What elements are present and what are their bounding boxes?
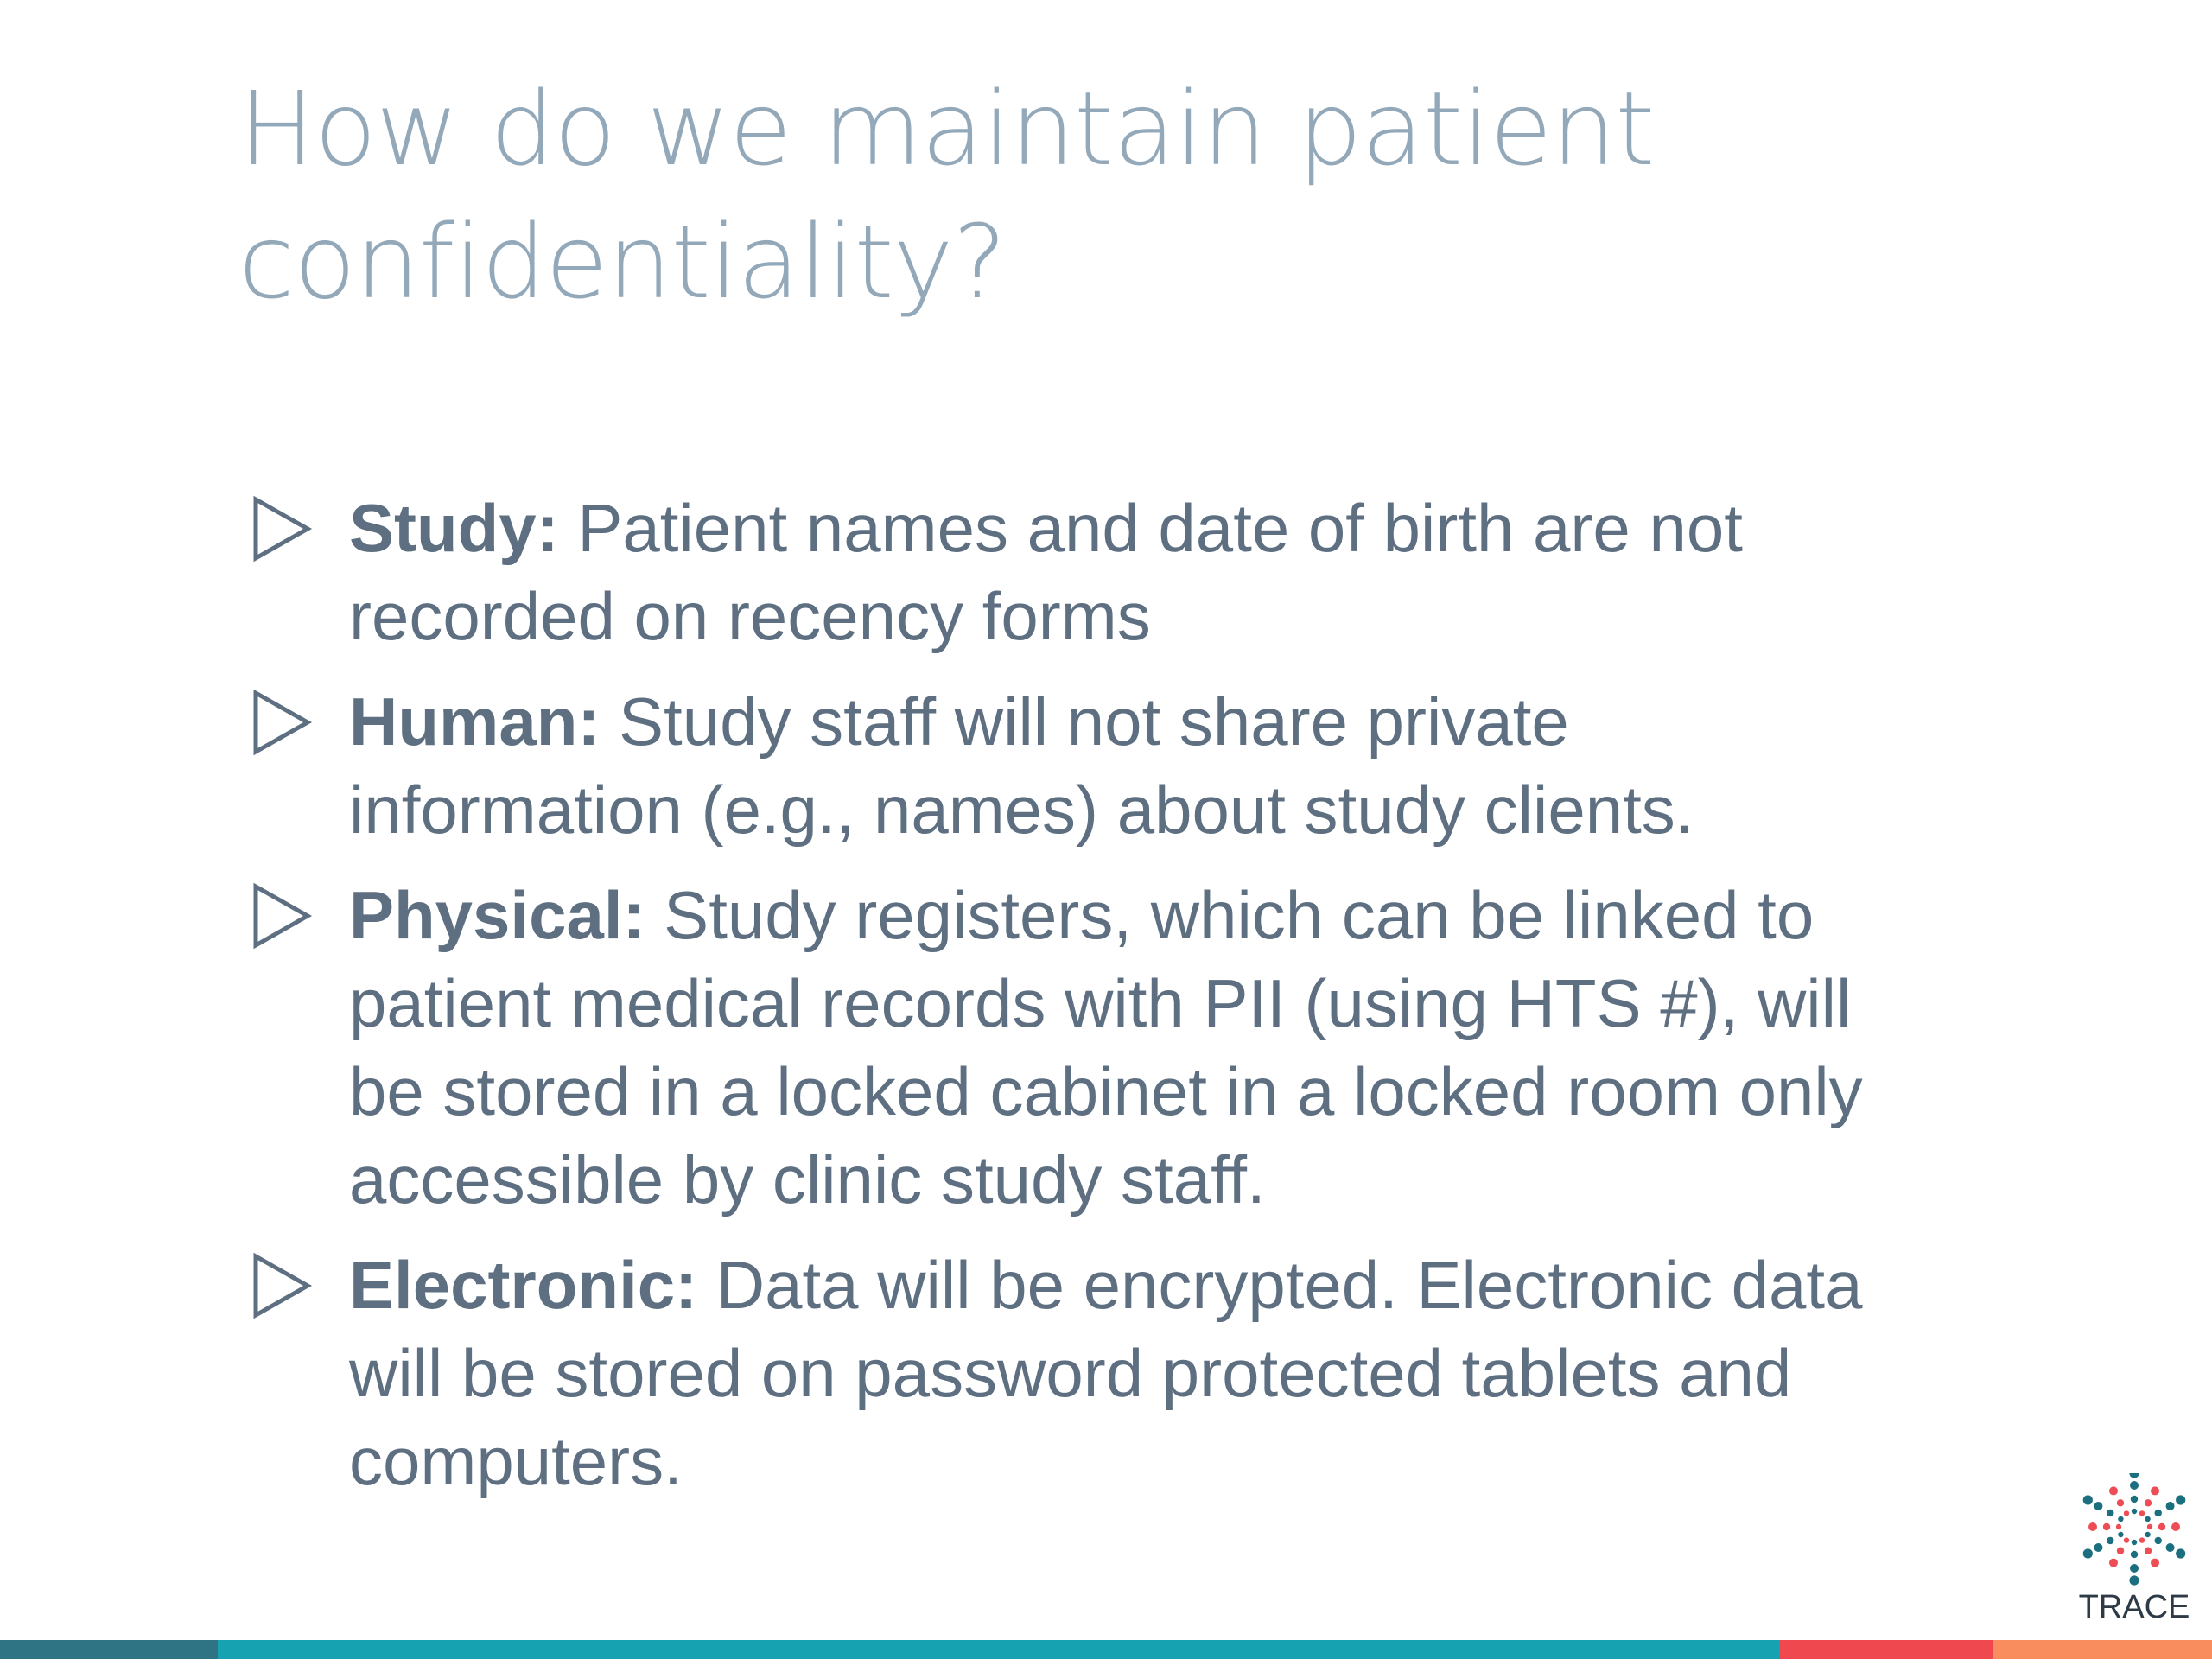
slide-title-line-1: How do we maintain patient xyxy=(238,69,1655,188)
logo-dot xyxy=(2118,1532,2123,1537)
triangle-bullet-icon xyxy=(251,1251,313,1320)
bullet-item-study xyxy=(251,484,1892,660)
bullet-term: Physical: xyxy=(349,877,645,953)
logo-dot xyxy=(2132,1540,2137,1545)
logo-dot xyxy=(2145,1499,2152,1506)
logo-dot xyxy=(2151,1486,2159,1495)
logo-dot xyxy=(2129,1473,2139,1478)
logo-dot xyxy=(2176,1548,2185,1558)
bullet-item-physical xyxy=(251,871,1892,1224)
logo-dot xyxy=(2124,1537,2129,1542)
logo-dot xyxy=(2094,1543,2102,1552)
bar-segment-teal xyxy=(218,1640,1779,1659)
logo-dot xyxy=(2145,1516,2150,1522)
logo-dot xyxy=(2109,1486,2118,1495)
bullet-term: Study: xyxy=(349,490,559,566)
bar-segment-dark-teal xyxy=(0,1640,218,1659)
logo-dot xyxy=(2117,1499,2124,1506)
bullet-item-human xyxy=(251,677,1892,854)
logo-dot xyxy=(2145,1532,2150,1537)
logo-dot xyxy=(2129,1575,2139,1585)
logo-dot xyxy=(2166,1502,2175,1510)
logo-dot xyxy=(2151,1559,2159,1567)
logo-dot xyxy=(2124,1510,2129,1516)
logo-dot xyxy=(2088,1522,2097,1531)
logo-dot xyxy=(2147,1524,2152,1529)
logo-dot xyxy=(2139,1537,2145,1542)
trace-logo xyxy=(2074,1473,2195,1629)
logo-dot xyxy=(2116,1524,2121,1529)
slide-title-line-2: confidentiality? xyxy=(238,202,1007,321)
bullet-text: Patient names and date of birth are not recorded on recency forms xyxy=(349,490,1743,654)
logo-dot xyxy=(2117,1548,2124,1554)
bullet-text: Data will be encrypted. Electronic data will be stored on password protected tablets and computers. xyxy=(349,1247,1863,1499)
logo-dot xyxy=(2176,1495,2185,1504)
logo-dot xyxy=(2083,1548,2093,1558)
bottom-color-bar xyxy=(0,1640,2212,1659)
triangle-bullet-icon xyxy=(251,494,313,563)
bullet-text: Study staff will not share private information (e.g., names) about study clients. xyxy=(349,683,1694,848)
bullet-list xyxy=(251,484,1892,1522)
logo-dot xyxy=(2166,1543,2175,1552)
trace-logo-icon xyxy=(2078,1473,2190,1586)
logo-text: TRACE xyxy=(2078,1589,2190,1625)
logo-dot xyxy=(2118,1516,2123,1522)
logo-dot xyxy=(2132,1509,2137,1514)
slide-title xyxy=(238,62,1880,328)
logo-dot xyxy=(2145,1548,2152,1554)
bullet-term: Human: xyxy=(349,683,601,760)
logo-dot xyxy=(2107,1510,2113,1516)
bullet-text: Study registers, which can be linked to patient medical records with PII (using HTS #), will be stored in a locked cabinet in a locked room only accessible by clinic study staff. xyxy=(349,877,1863,1217)
logo-dot xyxy=(2158,1523,2165,1530)
logo-dot xyxy=(2130,1481,2139,1490)
logo-dot xyxy=(2131,1496,2138,1503)
logo-dot xyxy=(2130,1564,2139,1573)
logo-dot xyxy=(2171,1522,2180,1531)
bar-segment-red xyxy=(1779,1640,1993,1659)
bullet-term: Electronic: xyxy=(349,1247,698,1323)
logo-dot xyxy=(2109,1559,2118,1567)
triangle-bullet-icon xyxy=(251,688,313,757)
logo-dot xyxy=(2107,1537,2113,1544)
logo-dot xyxy=(2094,1502,2102,1510)
logo-dot xyxy=(2139,1510,2145,1516)
logo-dot xyxy=(2131,1551,2138,1558)
logo-dot xyxy=(2083,1495,2093,1504)
bar-segment-orange xyxy=(1993,1640,2212,1659)
logo-dot xyxy=(2155,1510,2162,1516)
logo-dot xyxy=(2155,1537,2162,1544)
bullet-item-electronic xyxy=(251,1241,1892,1505)
logo-dot xyxy=(2103,1523,2110,1530)
triangle-bullet-icon xyxy=(251,881,313,950)
